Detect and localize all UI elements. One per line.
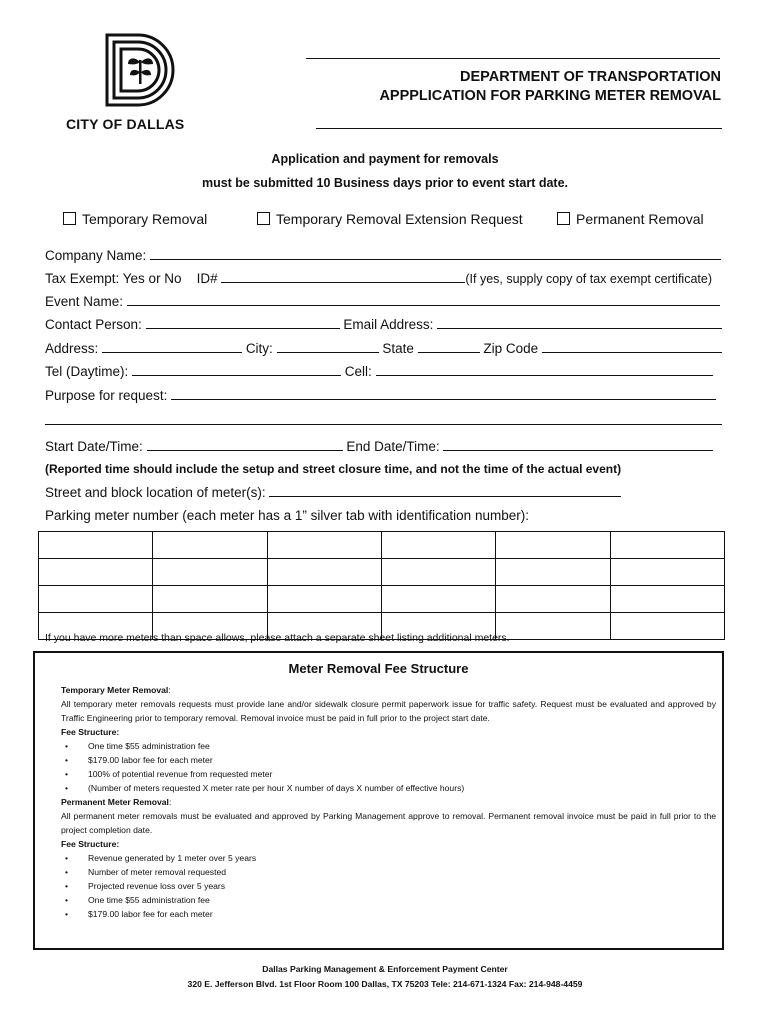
zip-label: Zip Code bbox=[483, 341, 539, 356]
tax-note: (If yes, supply copy of tax exempt certificate) bbox=[465, 272, 712, 286]
meter-number-label: Parking meter number (each meter has a 1” silver tab with identification number): bbox=[45, 508, 529, 523]
meter-cell[interactable] bbox=[381, 559, 495, 586]
temp-fee-label: Fee Structure: bbox=[61, 727, 120, 737]
perm-heading: Permanent Meter Removal bbox=[61, 797, 169, 807]
meter-cell[interactable] bbox=[381, 532, 495, 559]
company-row bbox=[45, 247, 721, 263]
department-name: DEPARTMENT OF TRANSPORTATION bbox=[460, 69, 721, 85]
email-label: Email Address: bbox=[343, 317, 434, 332]
meter-cell[interactable] bbox=[39, 532, 153, 559]
fee-content bbox=[61, 683, 716, 921]
footer bbox=[0, 962, 770, 992]
table-row bbox=[39, 586, 725, 613]
header-top-rule bbox=[306, 58, 720, 59]
start-label: Start Date/Time: bbox=[45, 439, 143, 454]
cell-field[interactable] bbox=[376, 363, 713, 376]
state-label: State bbox=[382, 341, 414, 356]
purpose-label: Purpose for request: bbox=[45, 388, 168, 403]
meter-cell[interactable] bbox=[39, 586, 153, 613]
list-item: • Projected revenue loss over 5 years bbox=[61, 879, 716, 893]
time-note: (Reported time should include the setup and street closure time, and not the time of the actual event) bbox=[45, 462, 622, 476]
intro-line-2: must be submitted 10 Business days prior to event start date. bbox=[201, 176, 569, 190]
perm-heading-colon: : bbox=[168, 797, 172, 807]
meter-cell[interactable] bbox=[267, 586, 381, 613]
company-label: Company Name: bbox=[45, 248, 147, 263]
tel-row bbox=[45, 363, 713, 379]
zip-field[interactable] bbox=[542, 340, 722, 353]
purpose-field-line-2[interactable] bbox=[45, 424, 722, 425]
meter-cell[interactable] bbox=[381, 586, 495, 613]
temp-fee-list bbox=[61, 739, 716, 795]
extension-checkbox[interactable] bbox=[257, 212, 270, 225]
form-title: APPPLICATION FOR PARKING METER REMOVAL bbox=[379, 88, 721, 104]
start-field[interactable] bbox=[147, 438, 343, 451]
perm-text: All permanent meter removals must be evaluated and approved by Parking Management approve to removal. Permanent removal invoice must be paid in full prior to the project completion date. bbox=[61, 811, 716, 835]
city-name: CITY OF DALLAS bbox=[66, 116, 185, 132]
street-label: Street and block location of meter(s): bbox=[45, 485, 266, 500]
address-label: Address: bbox=[45, 341, 99, 356]
city-of-dallas-logo-icon bbox=[104, 32, 178, 108]
event-label: Event Name: bbox=[45, 294, 124, 309]
footer-line-2: 320 E. Jefferson Blvd. 1st Floor Room 100 Dallas, TX 75203 Tele: 214-671-1324 Fax: 214-948-4459 bbox=[187, 979, 583, 989]
contact-label: Contact Person: bbox=[45, 317, 142, 332]
end-field[interactable] bbox=[443, 438, 713, 451]
meter-cell[interactable] bbox=[39, 559, 153, 586]
event-field[interactable] bbox=[127, 293, 720, 306]
company-field[interactable] bbox=[150, 247, 721, 260]
header-titles bbox=[379, 68, 721, 106]
meter-note: If you have more meters than space allows, please attach a separate sheet listing additional meters. bbox=[45, 632, 510, 644]
street-row bbox=[45, 484, 621, 500]
option-permanent[interactable] bbox=[557, 211, 704, 227]
footer-line-1: Dallas Parking Management & Enforcement Payment Center bbox=[262, 964, 508, 974]
list-item: • (Number of meters requested X meter rate per hour X number of days X number of effective hours) bbox=[61, 781, 716, 795]
list-item: • One time $55 administration fee bbox=[61, 893, 716, 907]
meter-cell[interactable] bbox=[496, 532, 610, 559]
id-label: ID# bbox=[196, 271, 218, 286]
purpose-row bbox=[45, 387, 716, 403]
temporary-label: Temporary Removal bbox=[82, 211, 208, 227]
extension-label: Temporary Removal Extension Request bbox=[276, 211, 523, 227]
option-extension[interactable] bbox=[257, 211, 523, 227]
state-field[interactable] bbox=[418, 340, 480, 353]
contact-row bbox=[45, 316, 722, 332]
list-item: • Number of meter removal requested bbox=[61, 865, 716, 879]
meter-cell[interactable] bbox=[610, 559, 724, 586]
temp-heading-colon: : bbox=[168, 685, 171, 695]
meter-cell[interactable] bbox=[267, 532, 381, 559]
fee-structure-title: Meter Removal Fee Structure bbox=[288, 661, 469, 676]
temp-text: All temporary meter removals requests must provide lane and/or sidewalk closure permit paperwork issue for traffic safety. Request must be evaluated and approved by Traffic Engineering prior to temporary removal. Removal invoice must be paid in full prior to the project start date. bbox=[61, 699, 716, 723]
address-row bbox=[45, 340, 722, 356]
meter-cell[interactable] bbox=[496, 586, 610, 613]
meter-cell[interactable] bbox=[610, 532, 724, 559]
id-field[interactable] bbox=[221, 270, 465, 283]
email-field[interactable] bbox=[437, 316, 722, 329]
cell-label: Cell: bbox=[344, 364, 372, 379]
list-item: • One time $55 administration fee bbox=[61, 739, 716, 753]
permanent-label: Permanent Removal bbox=[576, 211, 704, 227]
permanent-checkbox[interactable] bbox=[557, 212, 570, 225]
meter-cell[interactable] bbox=[610, 613, 724, 640]
dates-row bbox=[45, 438, 713, 454]
list-item: • 100% of potential revenue from requested meter bbox=[61, 767, 716, 781]
tax-row bbox=[45, 270, 712, 286]
meter-cell[interactable] bbox=[153, 559, 267, 586]
fee-structure-box bbox=[33, 651, 724, 950]
tax-exempt-label: Tax Exempt: Yes or No bbox=[45, 271, 182, 286]
meter-cell[interactable] bbox=[496, 613, 610, 640]
temporary-checkbox[interactable] bbox=[63, 212, 76, 225]
meter-cell[interactable] bbox=[267, 559, 381, 586]
list-item: • $179.00 labor fee for each meter bbox=[61, 907, 716, 921]
purpose-field[interactable] bbox=[171, 387, 716, 400]
meter-number-table bbox=[38, 531, 725, 640]
end-label: End Date/Time: bbox=[346, 439, 440, 454]
perm-fee-label: Fee Structure: bbox=[61, 839, 120, 849]
address-field[interactable] bbox=[102, 340, 242, 353]
city-label: City: bbox=[245, 341, 273, 356]
list-item: • $179.00 labor fee for each meter bbox=[61, 753, 716, 767]
temp-heading: Temporary Meter Removal bbox=[61, 685, 169, 695]
city-field[interactable] bbox=[277, 340, 379, 353]
table-row bbox=[39, 559, 725, 586]
meter-cell[interactable] bbox=[496, 559, 610, 586]
tel-field[interactable] bbox=[132, 363, 341, 376]
meter-cell[interactable] bbox=[610, 586, 724, 613]
tel-label: Tel (Daytime): bbox=[45, 364, 129, 379]
event-row bbox=[45, 293, 720, 309]
perm-fee-list bbox=[61, 851, 716, 921]
option-temporary[interactable] bbox=[63, 211, 207, 227]
street-field[interactable] bbox=[269, 484, 621, 497]
contact-field[interactable] bbox=[146, 316, 340, 329]
list-item: • Revenue generated by 1 meter over 5 years bbox=[61, 851, 716, 865]
intro-line-1: Application and payment for removals bbox=[271, 152, 499, 166]
table-row bbox=[39, 532, 725, 559]
meter-cell[interactable] bbox=[153, 586, 267, 613]
header-bottom-rule bbox=[316, 128, 722, 129]
meter-cell[interactable] bbox=[153, 532, 267, 559]
